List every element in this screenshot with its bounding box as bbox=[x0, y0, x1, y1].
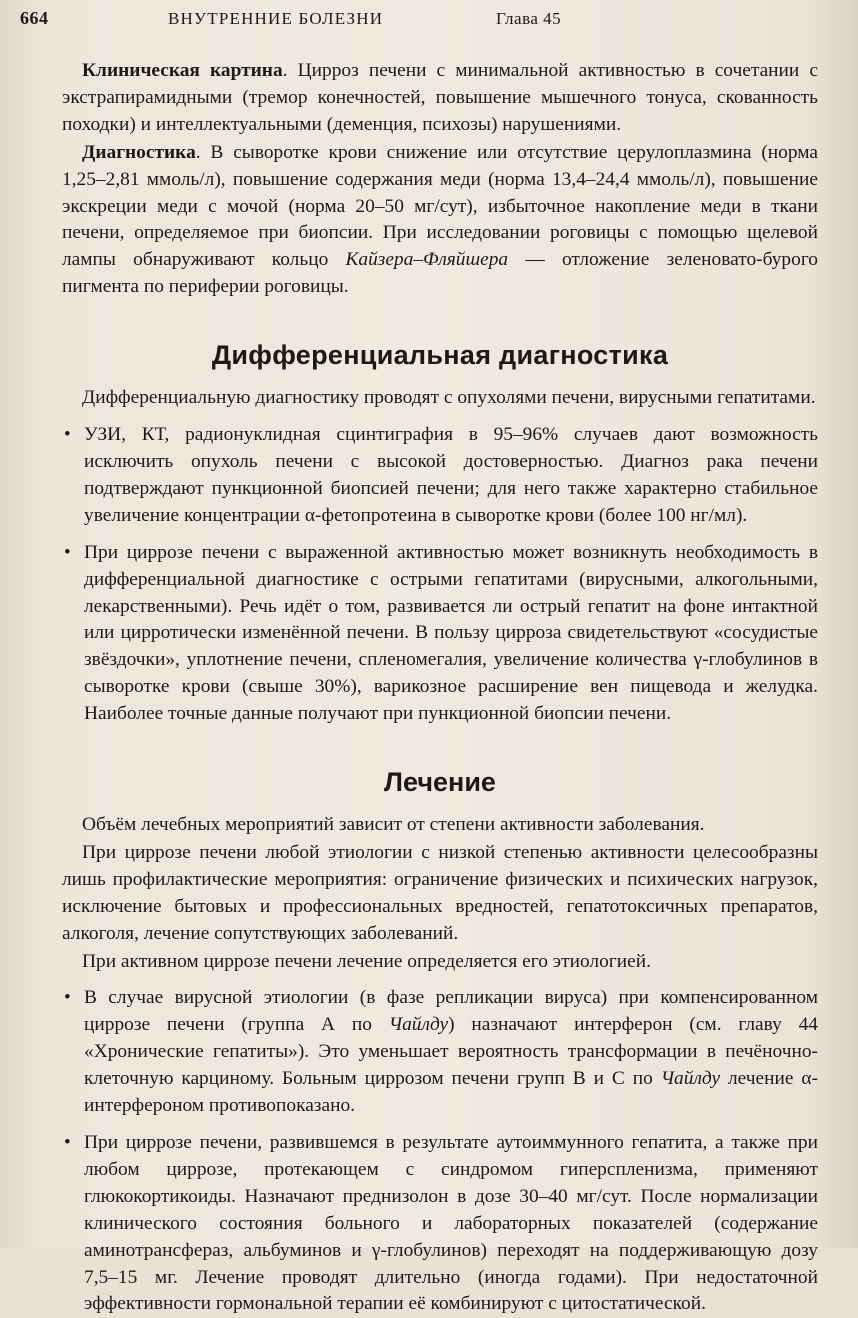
diagnostics-text-a: . В сыворотке крови снижение или отсутствие церулоплазмина (норма 1,25–2,81 ммоль/л), повышение содержания меди (норма 13,4–24,4 ммоль/л), повышение экскреции меди с мочой (норма 20–50 мг/сут), избыточное накопление меди в ткани печени, определяемое при биопсии. При исследовании роговицы с помощью щелевой лампы обнаруживают кольцо bbox=[62, 141, 818, 271]
list-item bbox=[62, 985, 818, 1120]
diagnostics-paragraph bbox=[62, 140, 818, 301]
page-body bbox=[62, 58, 818, 1318]
list-item-text: При циррозе печени, развившемся в результате аутоиммунного гепатита, а также при любом циррозе, протекающем с синдромом гиперспленизма, применяют глюкокортикоиды. Назначают преднизолон в дозе 30–40 мг/сут. После нормализации клинического состояния больного и лабораторных показателей (содержание аминотрансфераз, альбуминов и γ-глобулинов) переходят на поддерживающую дозу 7,5–15 мг. Лечение проводят длительно (иногда годами). При недостаточной эффективности гормональной терапии её комбинируют с цитостатической. bbox=[84, 1132, 818, 1315]
list-item bbox=[62, 540, 818, 728]
list-item-text-c: лечение α-интерфероном противопоказано. bbox=[84, 1068, 818, 1117]
list-item-text: УЗИ, КТ, радионуклидная сцинтиграфия в 95–96% случаев дают возможность исключить опухоль печени с высокой достоверностью. Диагноз рака печени подтверждают пункционной биопсией печени; для него также характерно стабильное увеличение концентрации α-фетопротеина в сыворотке крови (более 100 нг/мл). bbox=[84, 424, 818, 526]
bullet-icon: • bbox=[64, 424, 71, 446]
list-item-text: При циррозе печени с выраженной активностью может возникнуть необходимость в дифференциальной диагностике с острыми гепатитами (вирусными, алкогольными, лекарственными). Речь идёт о том, развивается ли острый гепатит на фоне интактной или цирротически изменённой печени. В пользу цирроза свидетельствуют «сосудистые звёздочки», уплотнение печени, спленомегалия, увеличение количества γ-глобулинов в сыворотке крови (свыше 30%), варикозное расширение вен пищевода и желудка. Наиболее точные данные получают при пункционной биопсии печени. bbox=[84, 541, 818, 725]
treatment-paragraph-2: При циррозе печени любой этиологии с низкой степенью активности целесообразны лишь профилактические мероприятия: ограничение физических и психических нагрузок, исключение бытовых и профессиональных вредностей, гепатотоксичных препаратов, алкоголя, лечение сопутствующих заболеваний. bbox=[62, 841, 818, 944]
list-item-text-b: ) назначают интерферон (см. главу 44 «Хронические гепатиты»). Это уменьшает вероятность трансформации в печёночно-клеточную карциному. Больным циррозом печени групп В и С по bbox=[84, 1014, 818, 1090]
chapter-label: Глава 45 bbox=[496, 9, 562, 28]
differential-intro: Дифференциальную диагностику проводят с опухолями печени, вирусными гепатитами. bbox=[82, 387, 816, 409]
running-header bbox=[20, 6, 840, 36]
diagnostics-text-b: — отложение зеленовато-бурого пигмента по периферии роговицы. bbox=[62, 249, 818, 298]
treatment-paragraph-3: При активном циррозе печени лечение определяется его этиологией. bbox=[82, 950, 651, 972]
bullet-icon: • bbox=[64, 987, 71, 1009]
differential-list bbox=[62, 422, 818, 728]
diagnostics-lead: Диагностика bbox=[82, 141, 196, 163]
kayser-fleischer-term: Кайзера–Фляйшера bbox=[345, 249, 509, 271]
heading-treatment: Лечение bbox=[384, 767, 496, 798]
list-item bbox=[62, 1130, 818, 1318]
bullet-icon: • bbox=[64, 541, 71, 563]
treatment-list bbox=[62, 985, 818, 1318]
clinical-lead: Клиническая картина bbox=[82, 60, 283, 81]
child-classification-term: Чайлду bbox=[660, 1068, 721, 1090]
treatment-paragraph-1: Объём лечебных мероприятий зависит от степени активности заболевания. bbox=[82, 814, 705, 836]
clinical-text: . Цирроз печени с минимальной активностью в сочетании с экстрапирамидными (тремор конечностей, повышение мышечного тонуса, скованность походки) и интеллектуальными (деменция, психозы) нарушениями. bbox=[62, 60, 819, 135]
child-classification-term: Чайлду bbox=[388, 1014, 449, 1036]
book-title: ВНУТРЕННИЕ БОЛЕЗНИ bbox=[168, 9, 384, 28]
clinical-paragraph bbox=[62, 58, 818, 139]
list-item-text-a: В случае вирусной этиологии (в фазе репликации вируса) при компенсированном циррозе печени (группа А по bbox=[84, 987, 818, 1036]
page-number: 664 bbox=[20, 8, 49, 28]
heading-differential-diagnosis: Дифференциальная диагностика bbox=[211, 340, 669, 371]
bullet-icon: • bbox=[64, 1132, 71, 1153]
list-item bbox=[62, 422, 818, 530]
